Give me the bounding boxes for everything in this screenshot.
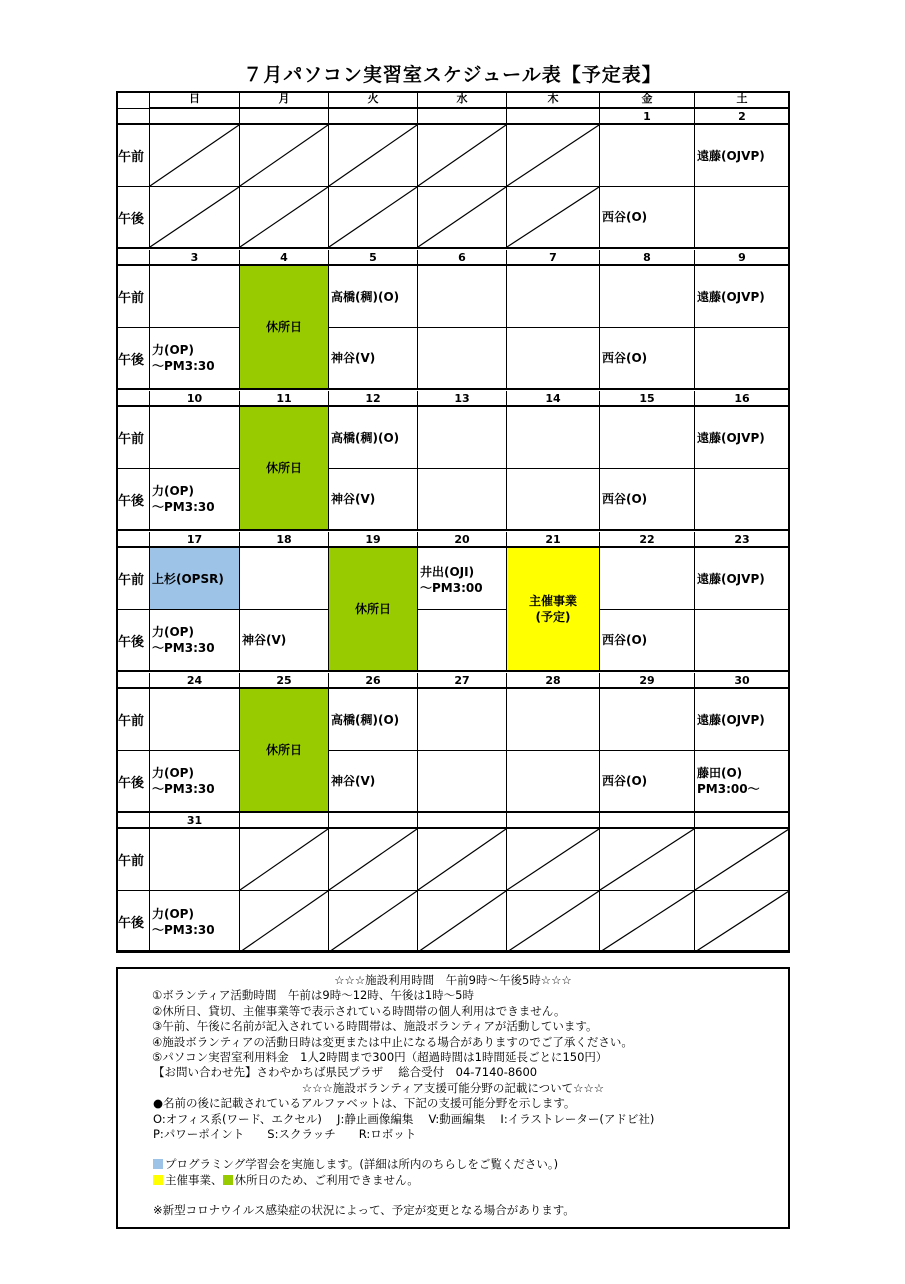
legend-closed-text: 休所日のため、ご利用できません。 <box>234 1172 419 1187</box>
unavailable-slot <box>507 125 600 187</box>
note-line: ④施設ボランティアの活動日時は変更または中止になる場合がありますのでご了承ください。 <box>152 1034 633 1049</box>
schedule-slot-am: 遠藤(OJVP) <box>695 407 790 469</box>
schedule-slot-pm: 神谷(V) <box>329 469 418 531</box>
schedule-slot-am <box>600 125 695 187</box>
schedule-slot-am <box>507 266 600 328</box>
schedule-slot-am <box>418 689 507 751</box>
unavailable-slot <box>329 891 418 953</box>
unavailable-slot <box>240 125 329 187</box>
schedule-slot-am <box>150 266 240 328</box>
date-row-corner <box>116 532 150 548</box>
event-color-swatch <box>153 1175 163 1185</box>
date-cell <box>240 813 329 829</box>
note-line: ②休所日、貸切、主催事業等で表示されている時間帯の個人利用はできません。 <box>152 1003 566 1018</box>
date-cell: 11 <box>240 391 329 407</box>
row-label-pm: 午後 <box>116 891 150 953</box>
unavailable-slot <box>329 187 418 249</box>
schedule-slot-am: 遠藤(OJVP) <box>695 266 790 328</box>
schedule-slot-pm <box>507 469 600 531</box>
row-label-pm: 午後 <box>116 751 150 813</box>
schedule-slot-pm <box>695 469 790 531</box>
unavailable-slot <box>240 829 329 891</box>
schedule-slot-pm: 力(OP) ～PM3:30 <box>150 610 240 672</box>
date-cell <box>240 109 329 125</box>
unavailable-slot <box>240 187 329 249</box>
date-cell: 21 <box>507 532 600 548</box>
unavailable-slot <box>329 125 418 187</box>
date-cell <box>418 109 507 125</box>
date-cell: 27 <box>418 673 507 689</box>
weekday-header-fri: 金 <box>600 91 695 109</box>
date-cell: 25 <box>240 673 329 689</box>
date-cell: 23 <box>695 532 790 548</box>
schedule-slot-pm: 力(OP) ～PM3:30 <box>150 891 240 953</box>
schedule-slot-pm: 西谷(O) <box>600 328 695 390</box>
schedule-slot-pm: 西谷(O) <box>600 751 695 813</box>
weekday-header-sun: 日 <box>150 91 240 109</box>
support-line: ●名前の後に記載されているアルファベットは、下記の支援可能分野を示します。 <box>153 1096 576 1111</box>
schedule-slot-am: 遠藤(OJVP) <box>695 548 790 610</box>
schedule-slot-pm <box>507 751 600 813</box>
date-cell: 26 <box>329 673 418 689</box>
row-label-am: 午前 <box>116 125 150 187</box>
unavailable-slot <box>418 187 507 249</box>
row-label-pm: 午後 <box>116 187 150 249</box>
date-cell <box>150 109 240 125</box>
date-cell: 12 <box>329 391 418 407</box>
schedule-slot-am: 遠藤(OJVP) <box>695 689 790 751</box>
schedule-slot-am <box>418 266 507 328</box>
date-cell: 1 <box>600 109 695 125</box>
date-cell: 6 <box>418 250 507 266</box>
date-cell: 4 <box>240 250 329 266</box>
schedule-slot-pm <box>418 610 507 672</box>
legend-programming-text: プログラミング学習会を実施します。(詳細は所内のちらしをご覧ください。) <box>165 1157 559 1172</box>
date-cell <box>507 109 600 125</box>
schedule-slot-pm: 西谷(O) <box>600 187 695 249</box>
hours-header: ☆☆☆施設利用時間 午前9時～午後5時☆☆☆ <box>334 973 572 987</box>
date-cell: 10 <box>150 391 240 407</box>
date-cell: 30 <box>695 673 790 689</box>
unavailable-slot <box>418 891 507 953</box>
schedule-slot-am <box>240 548 329 610</box>
schedule-slot-am <box>507 689 600 751</box>
date-cell: 18 <box>240 532 329 548</box>
unavailable-slot <box>150 187 240 249</box>
schedule-slot-pm <box>418 328 507 390</box>
schedule-slot-am: 遠藤(OJVP) <box>695 125 790 187</box>
schedule-slot-am: 高橋(稠)(O) <box>329 689 418 751</box>
date-cell <box>695 813 790 829</box>
unavailable-slot <box>418 829 507 891</box>
schedule-slot-pm: 神谷(V) <box>329 751 418 813</box>
unavailable-slot <box>507 187 600 249</box>
event-block: 主催事業 (予定) <box>507 548 600 672</box>
date-cell <box>507 813 600 829</box>
schedule-slot-pm <box>418 751 507 813</box>
row-label-am: 午前 <box>116 829 150 891</box>
date-row-corner <box>116 250 150 266</box>
unavailable-slot <box>329 829 418 891</box>
date-cell: 31 <box>150 813 240 829</box>
row-label-pm: 午後 <box>116 328 150 390</box>
weekday-header-wed: 水 <box>418 91 507 109</box>
date-row-corner <box>116 391 150 407</box>
date-cell: 14 <box>507 391 600 407</box>
schedule-slot-am: 高橋(稠)(O) <box>329 407 418 469</box>
note-line: ③午前、午後に名前が記入されている時間帯は、施設ボランティアが活動しています。 <box>152 1019 598 1034</box>
date-row-corner <box>116 673 150 689</box>
support-header: ☆☆☆施設ボランティア支援可能分野の記載について☆☆☆ <box>301 1080 605 1095</box>
row-label-am: 午前 <box>116 689 150 751</box>
row-label-am: 午前 <box>116 407 150 469</box>
date-cell <box>418 813 507 829</box>
support-line: P:パワーポイント S:スクラッチ R:ロボット <box>153 1127 417 1142</box>
date-cell: 8 <box>600 250 695 266</box>
unavailable-slot <box>600 829 695 891</box>
closed-day-block: 休所日 <box>240 689 329 813</box>
schedule-slot-pm: 力(OP) ～PM3:30 <box>150 751 240 813</box>
date-cell: 5 <box>329 250 418 266</box>
weekday-header-mon: 月 <box>240 91 329 109</box>
row-label-pm: 午後 <box>116 469 150 531</box>
schedule-slot-pm: 西谷(O) <box>600 469 695 531</box>
contact-line: 【お問い合わせ先】さわやかちば県民プラザ 総合受付 04-7140-8600 <box>153 1065 538 1080</box>
unavailable-slot <box>695 891 790 953</box>
closed-day-block: 休所日 <box>240 407 329 531</box>
row-label-am: 午前 <box>116 548 150 610</box>
legend-event-closed <box>118 1173 788 1188</box>
schedule-slot-pm <box>695 610 790 672</box>
date-cell: 3 <box>150 250 240 266</box>
support-line: O:オフィス系(ワード、エクセル) J:静止画像編集 V:動画編集 I:イラストレーター(アドビ社) <box>153 1111 655 1126</box>
page-title: ７月パソコン実習室スケジュール表【予定表】 <box>243 64 662 86</box>
unavailable-slot <box>150 125 240 187</box>
weekday-header-sat: 土 <box>695 91 790 109</box>
note-line: ⑤パソコン実習室利用料金 1人2時間まで300円（超過時間は1時間延長ごとに150円） <box>152 1050 608 1065</box>
date-cell: 2 <box>695 109 790 125</box>
date-cell: 24 <box>150 673 240 689</box>
schedule-slot-am <box>600 689 695 751</box>
date-cell <box>329 109 418 125</box>
closed-day-block: 休所日 <box>240 266 329 390</box>
schedule-slot-pm <box>695 187 790 249</box>
schedule-slot-am: 高橋(稠)(O) <box>329 266 418 328</box>
schedule-slot-am <box>507 407 600 469</box>
weekday-header-thu: 木 <box>507 91 600 109</box>
schedule-slot-am <box>600 266 695 328</box>
date-row-corner <box>116 109 150 125</box>
unavailable-slot <box>240 891 329 953</box>
date-row-corner <box>116 813 150 829</box>
unavailable-slot <box>600 891 695 953</box>
schedule-slot-pm <box>418 469 507 531</box>
unavailable-slot <box>507 891 600 953</box>
schedule-slot-pm: 力(OP) ～PM3:30 <box>150 328 240 390</box>
legend-event-text: 主催事業、 <box>165 1172 223 1187</box>
schedule-table <box>116 91 790 952</box>
unavailable-slot <box>418 125 507 187</box>
covid-note: ※新型コロナウイルス感染症の状況によって、予定が変更となる場合があります。 <box>153 1203 575 1218</box>
schedule-slot-am: 井出(OJI) ～PM3:00 <box>418 548 507 610</box>
schedule-slot-pm <box>695 328 790 390</box>
schedule-slot-am: 上杉(OPSR) <box>150 548 240 610</box>
date-cell: 16 <box>695 391 790 407</box>
legend-programming <box>118 1157 788 1172</box>
closed-color-swatch <box>223 1175 233 1185</box>
programming-color-swatch <box>153 1159 163 1169</box>
date-cell: 13 <box>418 391 507 407</box>
row-label-pm: 午後 <box>116 610 150 672</box>
row-label-am: 午前 <box>116 266 150 328</box>
schedule-slot-pm <box>507 328 600 390</box>
date-cell: 17 <box>150 532 240 548</box>
schedule-slot-pm: 藤田(O) PM3:00～ <box>695 751 790 813</box>
date-cell: 19 <box>329 532 418 548</box>
schedule-slot-am <box>418 407 507 469</box>
date-cell: 15 <box>600 391 695 407</box>
unavailable-slot <box>695 829 790 891</box>
schedule-slot-pm: 神谷(V) <box>329 328 418 390</box>
date-cell: 20 <box>418 532 507 548</box>
unavailable-slot <box>507 829 600 891</box>
date-cell: 29 <box>600 673 695 689</box>
schedule-slot-am <box>150 689 240 751</box>
date-cell <box>329 813 418 829</box>
date-cell: 22 <box>600 532 695 548</box>
date-cell: 28 <box>507 673 600 689</box>
schedule-slot-am <box>600 407 695 469</box>
date-cell <box>600 813 695 829</box>
schedule-slot-pm: 西谷(O) <box>600 610 695 672</box>
notes-box <box>116 967 790 1229</box>
closed-day-block: 休所日 <box>329 548 418 672</box>
schedule-slot-am <box>150 829 240 891</box>
date-cell: 9 <box>695 250 790 266</box>
weekday-header-tue: 火 <box>329 91 418 109</box>
schedule-slot-am <box>150 407 240 469</box>
note-line: ①ボランティア活動時間 午前は9時～12時、午後は1時～5時 <box>152 988 474 1003</box>
header-corner-cell <box>116 91 150 109</box>
schedule-slot-pm: 神谷(V) <box>240 610 329 672</box>
schedule-slot-pm: 力(OP) ～PM3:30 <box>150 469 240 531</box>
schedule-slot-am <box>600 548 695 610</box>
date-cell: 7 <box>507 250 600 266</box>
